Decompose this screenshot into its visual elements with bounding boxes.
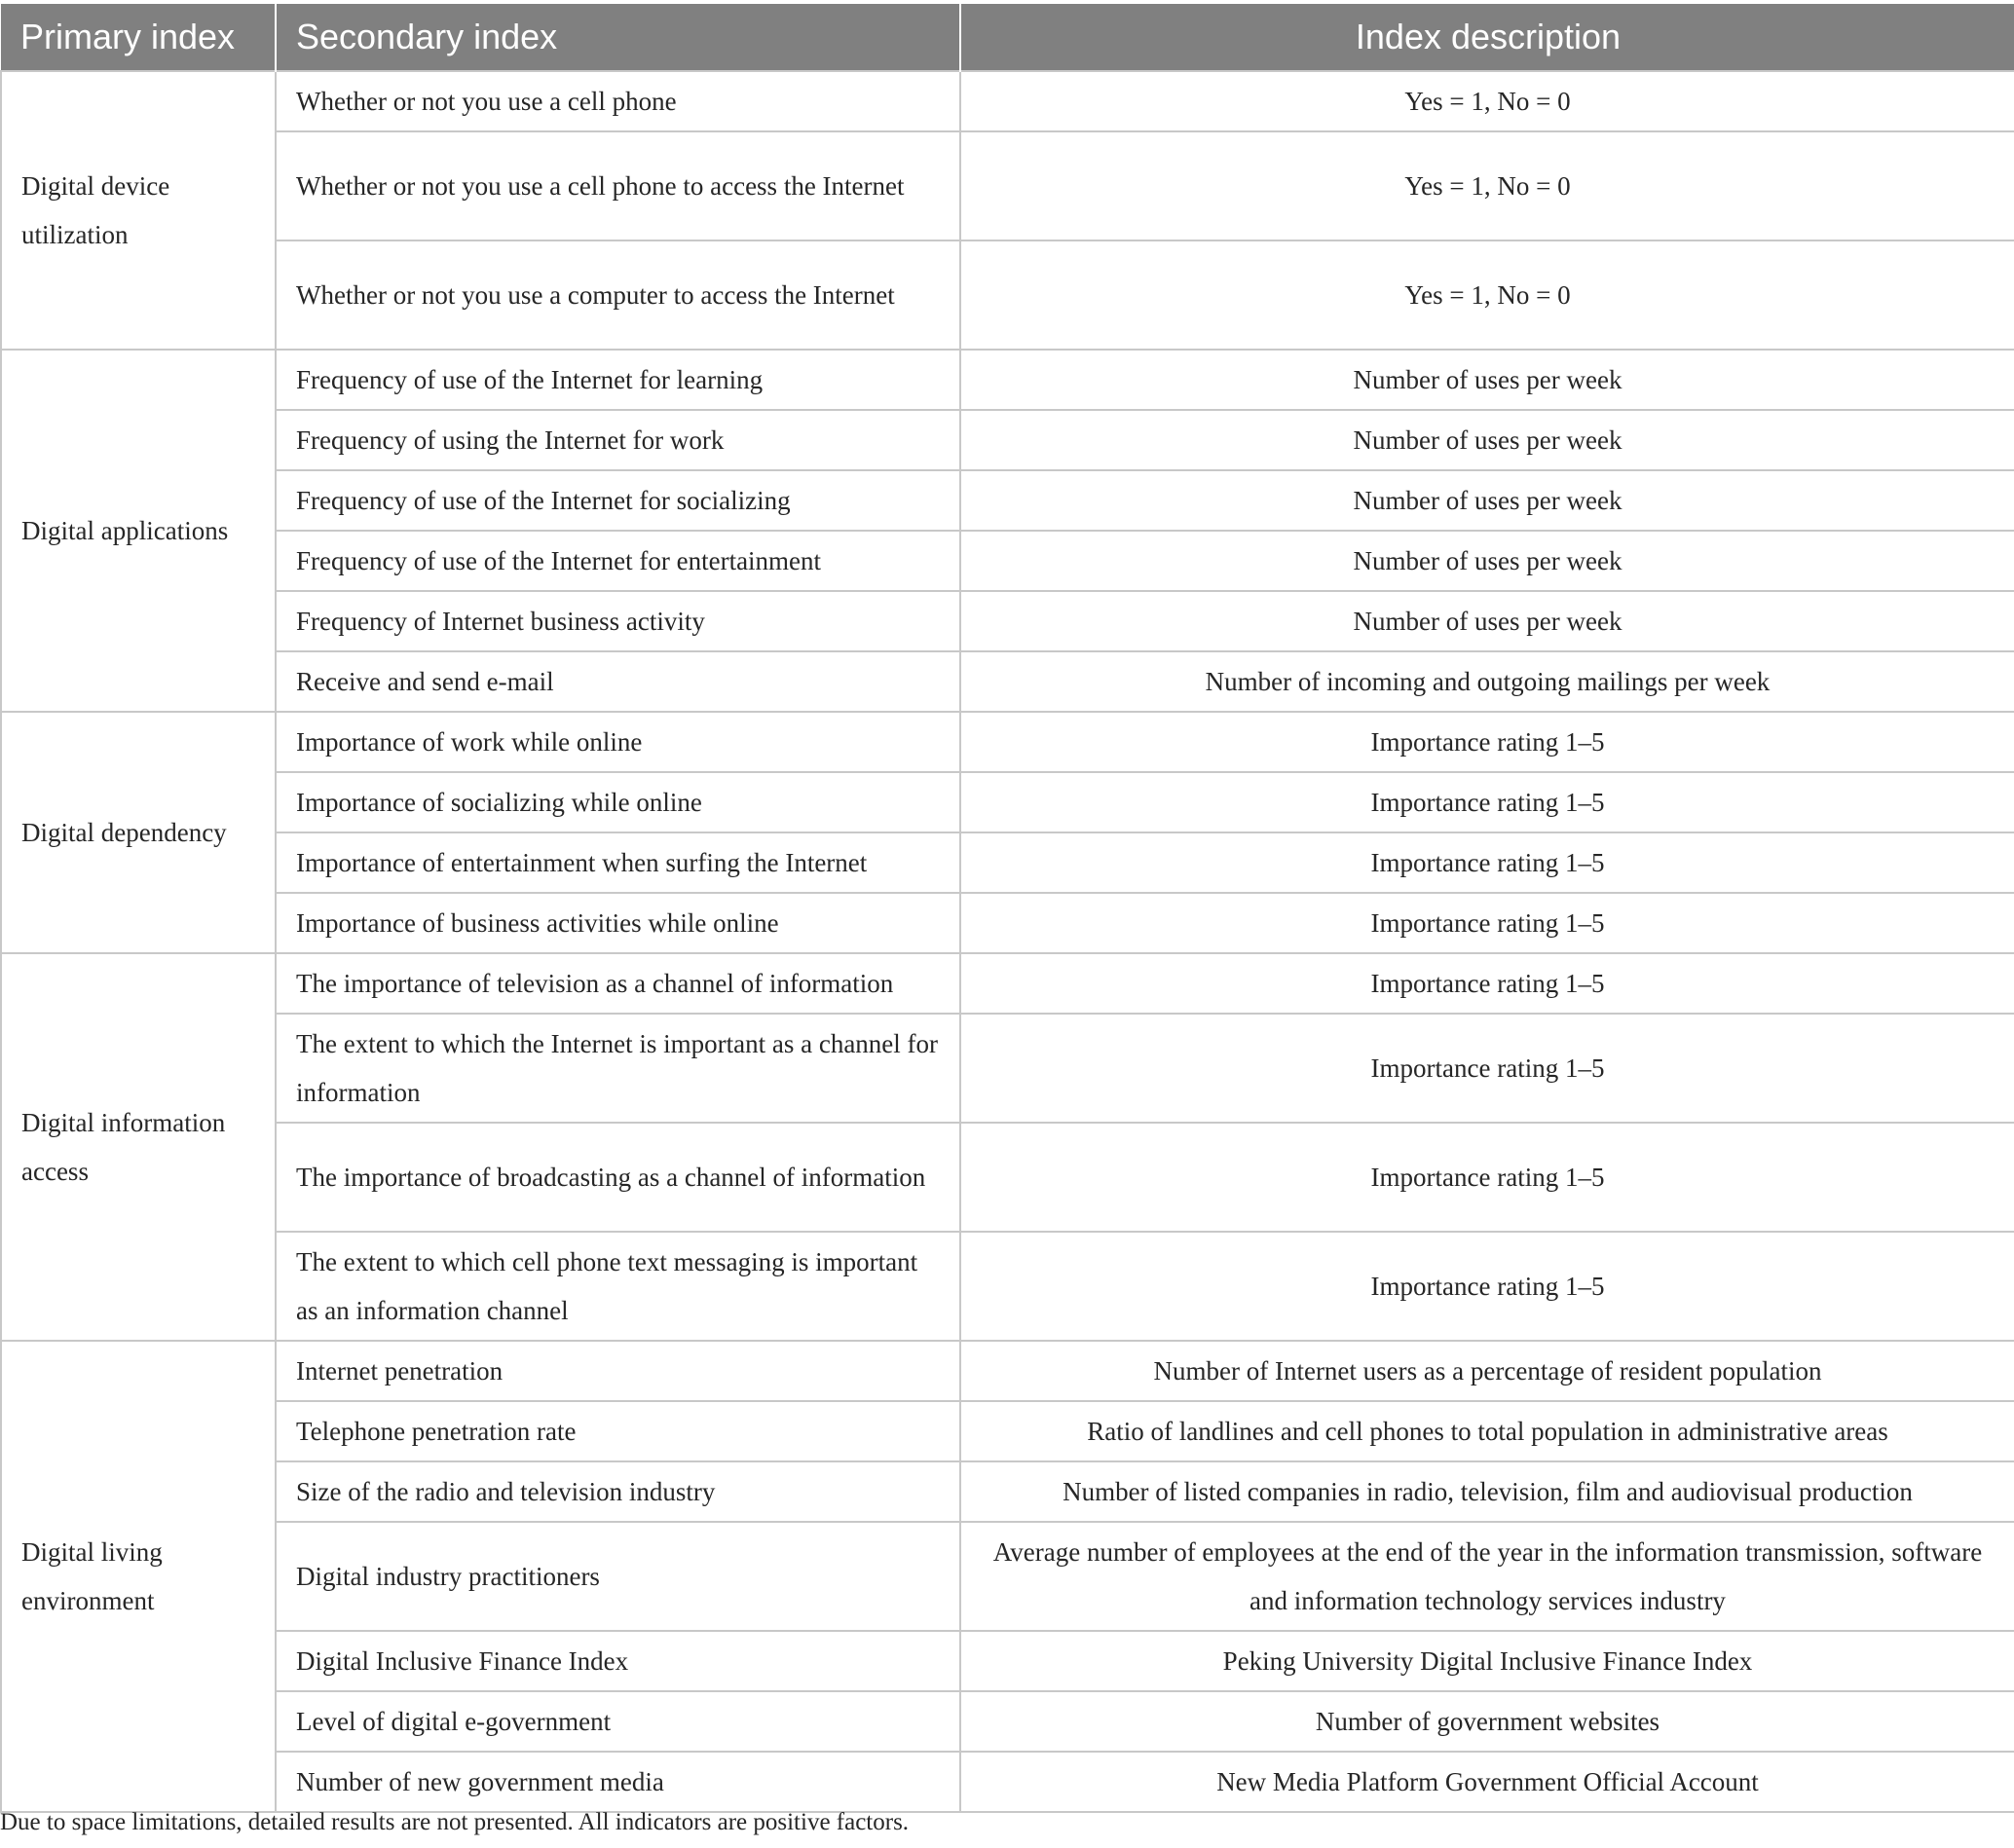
secondary-index-cell: Frequency of use of the Internet for socializing [276, 470, 960, 531]
table-row [1, 651, 2014, 712]
table-row [1, 1014, 2014, 1123]
table-row [1, 1752, 2014, 1812]
secondary-index-cell: Importance of socializing while online [276, 772, 960, 832]
secondary-index-cell: Importance of business activities while online [276, 893, 960, 953]
header-primary-index: Primary index [1, 4, 276, 71]
secondary-index-cell: The extent to which cell phone text messaging is important as an information channel [276, 1232, 960, 1341]
secondary-index-cell: Size of the radio and television industry [276, 1461, 960, 1522]
secondary-index-cell: Importance of entertainment when surfing the Internet [276, 832, 960, 893]
index-description-cell: Number of uses per week [960, 470, 2014, 531]
index-description-cell: Importance rating 1–5 [960, 772, 2014, 832]
index-description-cell: Importance rating 1–5 [960, 893, 2014, 953]
index-description-cell: Number of incoming and outgoing mailings per week [960, 651, 2014, 712]
index-description-cell: Peking University Digital Inclusive Finance Index [960, 1631, 2014, 1691]
secondary-index-cell: Digital Inclusive Finance Index [276, 1631, 960, 1691]
table-row [1, 531, 2014, 591]
table-row [1, 1232, 2014, 1341]
secondary-index-cell: Whether or not you use a cell phone to access the Internet [276, 131, 960, 240]
secondary-index-cell: Digital industry practitioners [276, 1522, 960, 1631]
index-description-cell: Yes = 1, No = 0 [960, 240, 2014, 350]
index-description-cell: Importance rating 1–5 [960, 1232, 2014, 1341]
secondary-index-cell: The importance of broadcasting as a channel of information [276, 1123, 960, 1232]
table-row [1, 240, 2014, 350]
index-description-cell: Average number of employees at the end of the year in the information transmission, software and information technology services industry [960, 1522, 2014, 1631]
table-row [1, 1522, 2014, 1631]
primary-index-cell: Digital device utilization [1, 71, 276, 350]
table-row [1, 772, 2014, 832]
table-row [1, 1631, 2014, 1691]
secondary-index-cell: Number of new government media [276, 1752, 960, 1812]
header-index-description: Index description [960, 4, 2014, 71]
index-description-cell: Yes = 1, No = 0 [960, 131, 2014, 240]
table-footnote: Due to space limitations, detailed results are not presented. All indicators are positive factors. [0, 1809, 910, 1835]
table-row [1, 893, 2014, 953]
secondary-index-cell: The extent to which the Internet is important as a channel for information [276, 1014, 960, 1123]
index-description-cell: Number of uses per week [960, 410, 2014, 470]
index-description-cell: Importance rating 1–5 [960, 712, 2014, 772]
header-secondary-index: Secondary index [276, 4, 960, 71]
index-description-cell: Number of uses per week [960, 531, 2014, 591]
table-row [1, 1461, 2014, 1522]
index-description-cell: Importance rating 1–5 [960, 1123, 2014, 1232]
primary-index-cell: Digital information access [1, 953, 276, 1341]
index-description-cell: Ratio of landlines and cell phones to total population in administrative areas [960, 1401, 2014, 1461]
primary-index-cell: Digital living environment [1, 1341, 276, 1812]
primary-index-cell: Digital dependency [1, 712, 276, 953]
table-row [1, 1401, 2014, 1461]
index-description-cell: Number of listed companies in radio, television, film and audiovisual production [960, 1461, 2014, 1522]
table-row [1, 1691, 2014, 1752]
table-row [1, 1341, 2014, 1401]
table-row [1, 410, 2014, 470]
secondary-index-cell: Level of digital e-government [276, 1691, 960, 1752]
table-row [1, 712, 2014, 772]
table-row [1, 350, 2014, 410]
index-description-cell: Importance rating 1–5 [960, 1014, 2014, 1123]
table-row [1, 131, 2014, 240]
table-row [1, 832, 2014, 893]
table-row [1, 591, 2014, 651]
index-table [0, 4, 2014, 1813]
index-description-cell: Number of Internet users as a percentage of resident population [960, 1341, 2014, 1401]
index-description-cell: Number of government websites [960, 1691, 2014, 1752]
table-row [1, 1123, 2014, 1232]
secondary-index-cell: Whether or not you use a cell phone [276, 71, 960, 131]
secondary-index-cell: Frequency of use of the Internet for entertainment [276, 531, 960, 591]
table-row [1, 71, 2014, 131]
secondary-index-cell: Frequency of use of the Internet for learning [276, 350, 960, 410]
secondary-index-cell: Frequency of Internet business activity [276, 591, 960, 651]
index-description-cell: New Media Platform Government Official Account [960, 1752, 2014, 1812]
index-description-cell: Importance rating 1–5 [960, 832, 2014, 893]
primary-index-cell: Digital applications [1, 350, 276, 712]
table-row [1, 953, 2014, 1014]
table-row [1, 470, 2014, 531]
index-description-cell: Importance rating 1–5 [960, 953, 2014, 1014]
secondary-index-cell: The importance of television as a channel of information [276, 953, 960, 1014]
secondary-index-cell: Importance of work while online [276, 712, 960, 772]
index-description-cell: Number of uses per week [960, 350, 2014, 410]
secondary-index-cell: Whether or not you use a computer to access the Internet [276, 240, 960, 350]
index-description-cell: Number of uses per week [960, 591, 2014, 651]
table-body [1, 71, 2014, 1812]
secondary-index-cell: Internet penetration [276, 1341, 960, 1401]
table-header [1, 4, 2014, 71]
secondary-index-cell: Receive and send e-mail [276, 651, 960, 712]
index-description-cell: Yes = 1, No = 0 [960, 71, 2014, 131]
secondary-index-cell: Frequency of using the Internet for work [276, 410, 960, 470]
secondary-index-cell: Telephone penetration rate [276, 1401, 960, 1461]
